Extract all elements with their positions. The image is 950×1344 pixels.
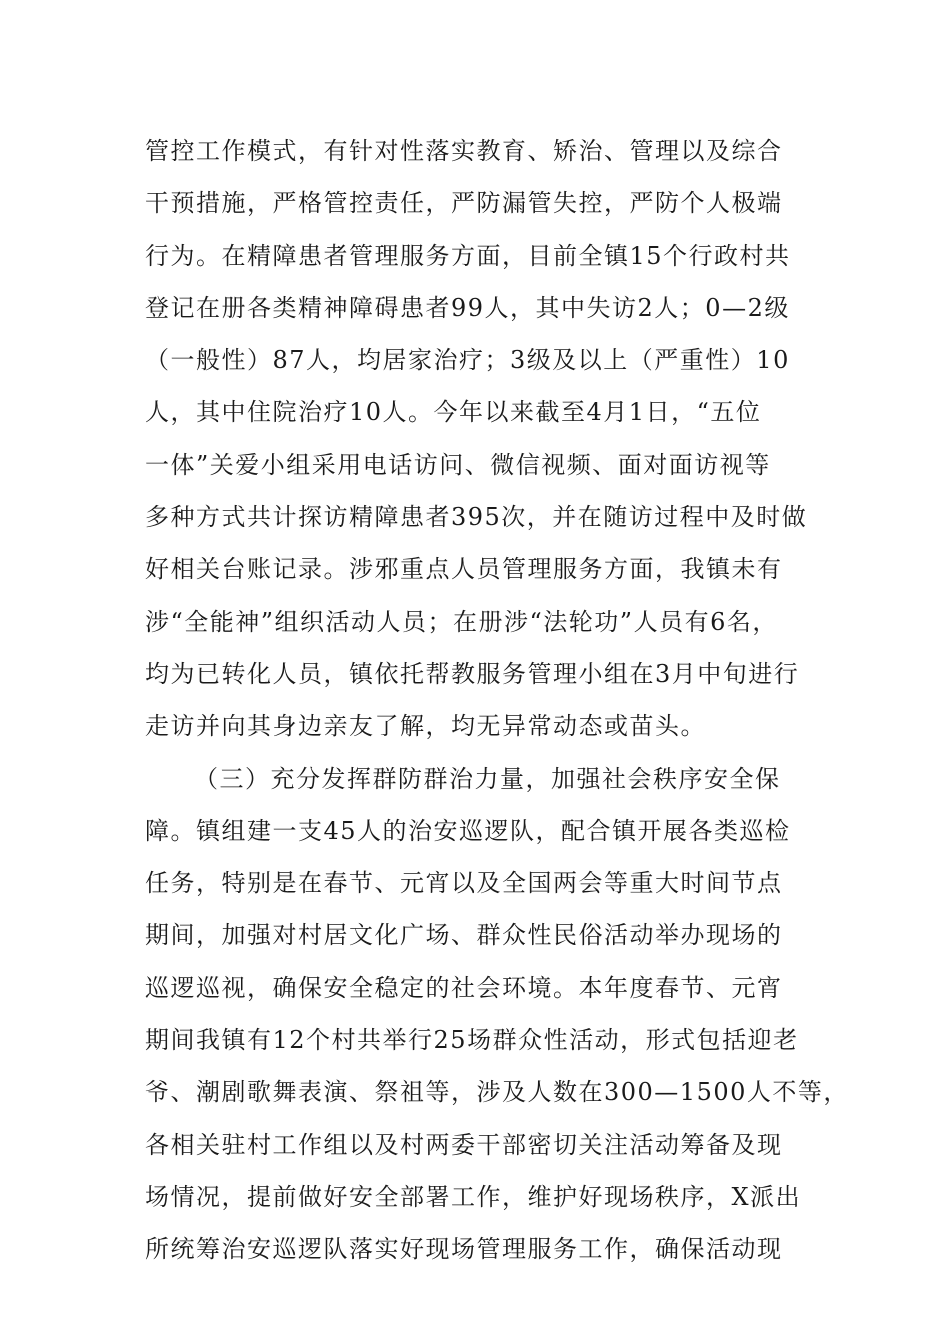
text-line: 人，其中住院治疗10人。今年以来截至4月1日，“五位: [145, 398, 762, 427]
text-line: 行为。在精障患者管理服务方面，目前全镇15个行政村共: [145, 241, 791, 270]
body-text: [145, 125, 849, 1276]
text-line: 期间我镇有12个村共举行25场群众性活动，形式包括迎老: [145, 1026, 799, 1055]
text-line: 爷、潮剧歌舞表演、祭祖等，涉及人数在300—1500人不等，: [145, 1078, 849, 1107]
text-line: 走访并向其身边亲友了解，均无异常动态或苗头。: [145, 712, 706, 741]
text-line: 多种方式共计探访精障患者395次，并在随访过程中及时做: [145, 503, 808, 532]
text-line: 干预措施，严格管控责任，严防漏管失控，严防个人极端: [145, 189, 783, 218]
text-line: 管控工作模式，有针对性落实教育、矫治、管理以及综合: [145, 137, 783, 165]
text-line: 场情况，提前做好安全部署工作，维护好现场秩序，X派出: [145, 1182, 802, 1211]
text-line: 障。镇组建一支45人的治安巡逻队，配合镇开展各类巡检: [145, 816, 791, 845]
section-heading-line: （三）充分发挥群防群治力量，加强社会秩序安全保: [194, 764, 781, 793]
text-line: 各相关驻村工作组以及村两委干部密切关注活动筹备及现: [145, 1130, 783, 1159]
text-line: 巡逻巡视，确保安全稳定的社会环境。本年度春节、元宵: [145, 973, 783, 1002]
text-line: 一体”关爱小组采用电话访问、微信视频、面对面访视等: [145, 450, 771, 479]
text-line: 所统筹治安巡逻队落实好现场管理服务工作，确保活动现: [145, 1235, 783, 1264]
text-line: 涉“全能神”组织活动人员；在册涉“法轮功”人员有6名，: [145, 607, 778, 636]
text-line: 好相关台账记录。涉邪重点人员管理服务方面，我镇未有: [145, 555, 783, 584]
text-line: 登记在册各类精神障碍患者99人，其中失访2人；0—2级: [145, 293, 790, 322]
text-line: 任务，特别是在春节、元宵以及全国两会等重大时间节点: [145, 869, 783, 898]
text-line: 期间，加强对村居文化广场、群众性民俗活动举办现场的: [145, 921, 783, 950]
text-line: 均为已转化人员，镇依托帮教服务管理小组在3月中旬进行: [145, 659, 800, 688]
text-line: （一般性）87人，均居家治疗；3级及以上（严重性）10: [145, 346, 790, 375]
